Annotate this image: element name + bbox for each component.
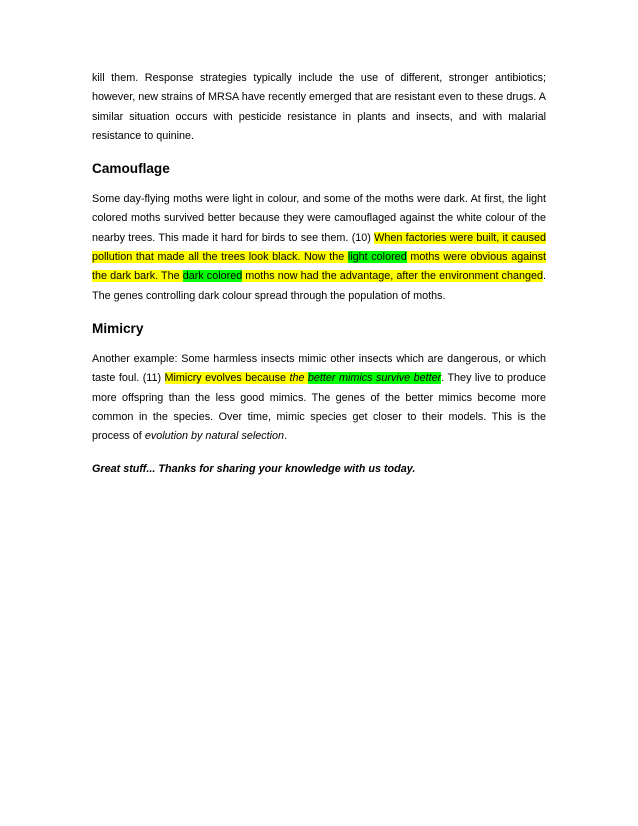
intro-paragraph: kill them. Response strategies typically include the use of different, stronger antibiotics; however, new strains of MRSA have recently emerged that are resistant even to these drugs. A similar situation occurs with pesticide resistance in plants and insects, and with malarial resistance to quinine. — [92, 72, 546, 142]
highlight-advantage: moths now had the advantage, after the environment changed — [242, 270, 543, 283]
highlight-when-factories: When factories were built, it caused pollution that made all the trees look black. Now the — [92, 231, 546, 264]
mimicry-text-middle: . They live to produce more offspring than the less good mimics. The genes of the better mimics become more common in the species. Over time, mimic species get closer to their models. This is the process of — [92, 372, 546, 443]
highlight-dark-colored: dark colored — [182, 270, 243, 283]
camouflage-text-start: Some day-flying moths were light in colour, and some of the moths were dark. At first, the light colored moths survived better because they were camouflaged against the white colour of the nearby trees. This made it hard for birds to see them. (10) — [92, 193, 546, 244]
mimicry-paragraph — [92, 350, 546, 446]
closing-line: Great stuff... Thanks for sharing your knowledge with us today. — [92, 463, 416, 476]
highlight-obvious-against-bark: moths were obvious against the dark bark. The — [92, 251, 547, 283]
evolution-phrase: evolution by natural selection — [144, 430, 285, 443]
highlight-better-mimics: better mimics survive better — [307, 372, 442, 385]
camouflage-heading: Camouflage — [92, 161, 170, 177]
camouflage-text-end: . The genes controlling dark colour spread through the population of moths. — [92, 270, 546, 302]
highlight-mimicry-evolves: Mimicry evolves because — [164, 372, 290, 385]
highlight-the: the — [289, 372, 305, 385]
mimicry-text-end: . — [284, 430, 288, 443]
mimicry-heading: Mimicry — [92, 320, 144, 336]
camouflage-paragraph — [92, 190, 546, 306]
mimicry-text-start: Another example: Some harmless insects mimic other insects which are dangerous, or which taste foul. (11) — [92, 352, 546, 385]
highlight-light-colored: light colored — [347, 251, 407, 264]
